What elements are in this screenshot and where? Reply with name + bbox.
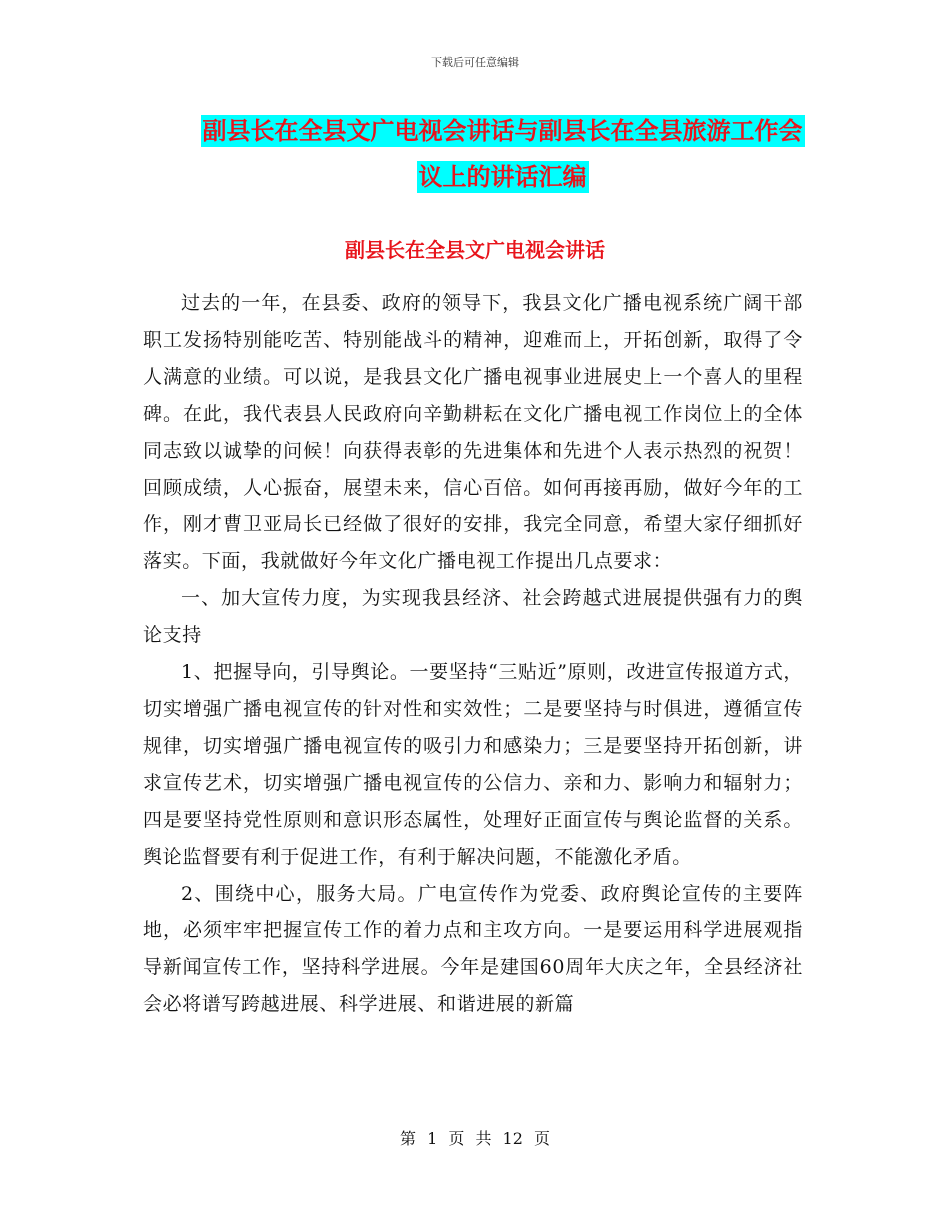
header-note: 下载后可任意编辑 xyxy=(431,56,519,69)
body-text xyxy=(143,285,803,1023)
paragraph: 一、加大宣传力度，为实现我县经济、社会跨越式进展提供强有力的舆论支持 xyxy=(143,587,803,647)
paragraph: 2、围绕中心，服务大局。广电宣传作为党委、政府舆论宣传的主要阵地，必须牢牢把握宣传工作的着力点和主攻方向。一是要运用科学进展观指导新闻宣传工作，坚持科学进展。今年是建国60周年大庆之年，全县经济社会必将谱写跨越进展、科学进展、和谐进展的新篇 xyxy=(143,882,803,1016)
page-footer: 第 1 页 共 12 页 xyxy=(400,1129,550,1148)
document-title xyxy=(190,108,815,200)
document-title-text: 副县长在全县文广电视会讲话与副县长在全县旅游工作会议上的讲话汇编 xyxy=(202,117,803,191)
paragraph: 过去的一年，在县委、政府的领导下，我县文化广播电视系统广阔干部职工发扬特别能吃苦、特别能战斗的精神，迎难而上，开拓创新，取得了令人满意的业绩。可以说，是我县文化广播电视事业进展史上一个喜人的里程碑。在此，我代表县人民政府向辛勤耕耘在文化广播电视工作岗位上的全体同志致以诚挚的问候！向获得表彰的先进集体和先进个人表示热烈的祝贺！回顾成绩，人心振奋，展望未来，信心百倍。如何再接再励，做好今年的工作，刚才曹卫亚局长已经做了很好的安排，我完全同意，希望大家仔细抓好落实。下面，我就做好今年文化广播电视工作提出几点要求： xyxy=(143,292,803,573)
section-title: 副县长在全县文广电视会讲话 xyxy=(345,238,605,262)
paragraph: 1、把握导向，引导舆论。一要坚持“三贴近”原则，改进宣传报道方式，切实增强广播电视宣传的针对性和实效性；二是要坚持与时俱进，遵循宣传规律，切实增强广播电视宣传的吸引力和感染力；三是要坚持开拓创新，讲求宣传艺术，切实增强广播电视宣传的公信力、亲和力、影响力和辐射力；四是要坚持党性原则和意识形态属性，处理好正面宣传与舆论监督的关系。舆论监督要有利于促进工作，有利于解决问题，不能激化矛盾。 xyxy=(143,661,803,868)
